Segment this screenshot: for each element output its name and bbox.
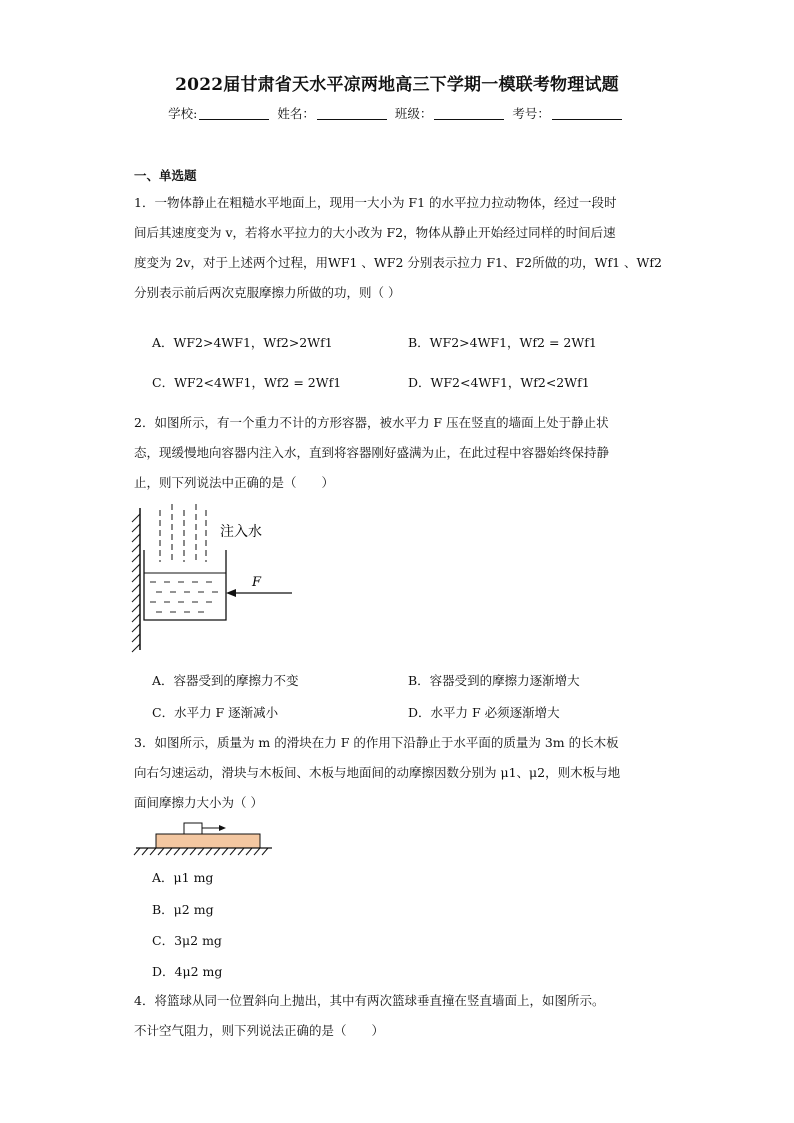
q3-board-figure [132, 818, 277, 860]
force-label: F [252, 575, 262, 590]
q4-line-2: 不计空气阻力，则下列说法正确的是（ ） [134, 1023, 385, 1038]
exam-no-label: 考号： [512, 106, 550, 121]
pull-arrow-head [219, 825, 226, 831]
ground-hatching [134, 848, 268, 855]
q1-option-d[interactable]: D．WF2<4WF1，Wf2<2Wf1 [408, 375, 590, 390]
q1-option-c[interactable]: C．WF2<4WF1，Wf2 = 2Wf1 [152, 375, 342, 390]
container-box [144, 550, 226, 620]
question-1-text [134, 188, 674, 308]
q3-line-2: 向右匀速运动，滑块与木板间、木板与地面间的动摩擦因数分别为 μ1、μ2，则木板与地 [134, 765, 621, 780]
q1-option-b[interactable]: B．WF2>4WF1，Wf2 = 2Wf1 [408, 335, 597, 350]
q2-line-1: 2．如图所示，有一个重力不计的方形容器，被水平力 F 压在竖直的墙面上处于静止状 [134, 415, 609, 430]
q1-line-1: 1．一物体静止在粗糙水平地面上，现用一大小为 F1 的水平拉力拉动物体，经过一段时 [134, 195, 617, 210]
long-board [156, 834, 260, 848]
school-blank[interactable] [199, 107, 269, 120]
force-arrow-head [226, 589, 236, 597]
exam-no-blank[interactable] [552, 107, 622, 120]
q2-container-figure [126, 500, 306, 660]
class-blank[interactable] [434, 107, 504, 120]
q1-line-2: 间后其速度变为 v，若将水平拉力的大小改为 F2，物体从静止开始经过同样的时间后速 [134, 225, 616, 240]
section-heading: 一、单选题 [134, 168, 197, 183]
student-info-line [0, 104, 794, 122]
question-3-text [134, 728, 674, 818]
q4-line-1: 4．将篮球从同一位置斜向上抛出，其中有两次篮球垂直撞在竖直墙面上，如图所示。 [134, 993, 605, 1008]
name-label: 姓名： [277, 106, 315, 121]
q3-option-d[interactable]: D．4μ2 mg [152, 964, 223, 979]
q3-line-1: 3．如图所示，质量为 m 的滑块在力 F 的作用下沿静止于水平面的质量为 3m 的长木板 [134, 735, 619, 750]
q1-line-3: 度变为 2v，对于上述两个过程，用WF1 、WF2 分别表示拉力 F1、F2所做的功，Wf1 、Wf2 [134, 255, 662, 270]
q3-line-3: 面间摩擦力大小为（ ） [134, 795, 263, 810]
q2-option-b[interactable]: B．容器受到的摩擦力逐渐增大 [408, 673, 580, 688]
question-4-text [134, 986, 674, 1046]
q2-line-3: 止，则下列说法中正确的是（ ） [134, 475, 335, 490]
water-dashes [150, 582, 218, 612]
slider-block [184, 823, 202, 834]
school-label: 学校: [168, 106, 198, 121]
q1-option-a[interactable]: A．WF2>4WF1，Wf2>2Wf1 [152, 335, 333, 350]
exam-title: 2022届甘肃省天水平凉两地高三下学期一模联考物理试题 [175, 75, 619, 95]
q3-option-a[interactable]: A．μ1 mg [152, 870, 214, 885]
q2-option-a[interactable]: A．容器受到的摩擦力不变 [152, 673, 299, 688]
question-2-text [134, 408, 674, 498]
q3-option-b[interactable]: B．μ2 mg [152, 902, 214, 917]
q2-option-c[interactable]: C．水平力 F 逐渐减小 [152, 705, 279, 720]
q3-option-c[interactable]: C．3μ2 mg [152, 933, 222, 948]
q2-option-d[interactable]: D．水平力 F 必须逐渐增大 [408, 705, 560, 720]
class-label: 班级： [394, 106, 433, 121]
q1-line-4: 分别表示前后两次克服摩擦力所做的功，则（ ） [134, 285, 401, 300]
wall-hatching [132, 514, 140, 652]
water-label: 注入水 [220, 524, 262, 540]
water-stream-lines [160, 504, 206, 562]
name-blank[interactable] [317, 107, 387, 120]
q2-line-2: 态，现缓慢地向容器内注入水，直到将容器刚好盛满为止，在此过程中容器始终保持静 [134, 445, 610, 460]
